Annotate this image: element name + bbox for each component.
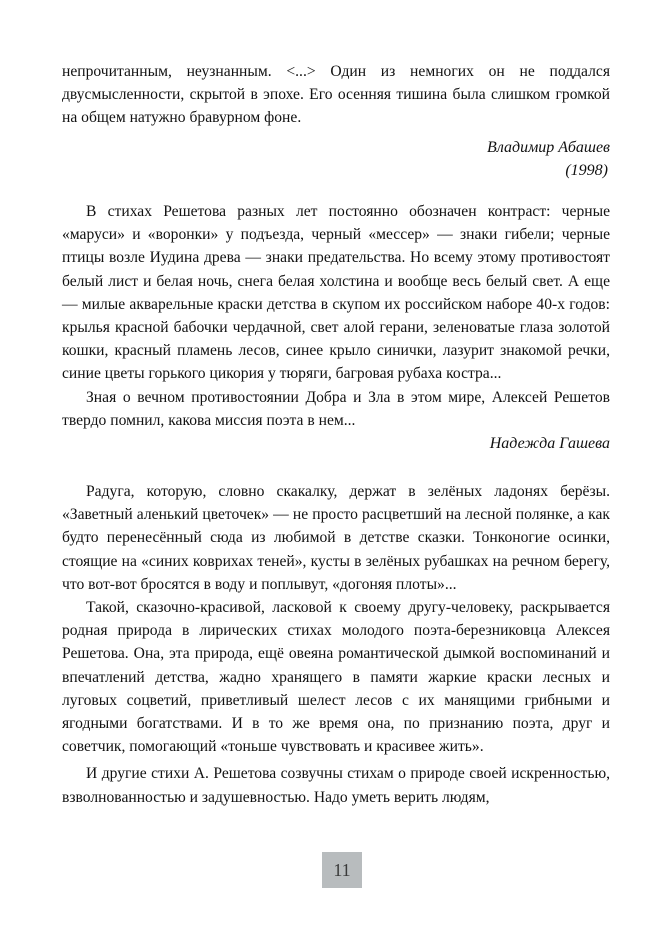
article-paragraph: И другие стихи А. Решетова созвучны стихам о природе своей искренностью, взволнованностью и задушевностью. Надо уметь верить людям, [62, 765, 610, 806]
quote-author: Владимир Абашев [487, 138, 610, 156]
quote-block-gasheva [62, 200, 610, 455]
quote-year: (1998) [565, 161, 608, 179]
quote-paragraph: непрочитанным, неузнанным. <...> Один из немногих он не поддался двусмысленности, скрытой в эпохе. Его осенняя тишина была слишком громкой на общем натужно бравурном фоне. [62, 63, 610, 127]
quote-block-abashev [62, 60, 610, 182]
article-paragraph: Радуга, которую, словно скакалку, держат в зелёных ладонях берёзы. «Заветный аленький цветочек» — не просто расцветший на лесной полянке, а как будто перенесённый сюда из любимой в детстве сказки. Тонконогие осинки, стоящие на «синих коврихах теней», кусты в зелёных рубашках на речном берегу, что вот-вот бросятся в воду и поплывут, «догоняя плоты»... [62, 483, 610, 593]
article-paragraph: Такой, сказочно-красивой, ласковой к своему другу-человеку, раскрывается родная природа в лирических стихах молодого поэта-березниковца Алексея Решетова. Она, эта природа, ещё овеяна романтической дымкой воспоминаний и впечатлений детства, жадно хранящего в памяти жаркие краски лесных и луговых соцветий, приветливый шелест лесов с их манящими грибными и ягодными богатствами. И в то же время она, по признанию поэта, друг и советчик, помогающий «тоньше чувствовать и красивее жить». [62, 599, 610, 756]
quote-author: Надежда Гашева [489, 435, 610, 453]
article-text [62, 480, 610, 809]
page-number: 11 [322, 852, 362, 888]
quote-paragraph: Зная о вечном противостоянии Добра и Зла в этом мире, Алексей Решетов твердо помнил, какова миссия поэта в нем... [62, 388, 610, 429]
quote-paragraph: В стихах Решетова разных лет постоянно обозначен контраст: черные «маруси» и «воронки» у подъезда, черный «мессер» — знаки гибели; черные птицы возле Иудина древа — знаки предательства. Но всему этому противостоят белый лист и белая ночь, снега белая холстина и вообще весь белый свет. А еще — милые акварельные краски детства в скупом их российском наборе 40-х годов: крылья красной бабочки чердачной, свет алой герани, зеленоватые глаза золотой кошки, красный пламень лесов, синее крыло синички, лазурит знакомой речки, синие цветы горького цикория у тюряги, багровая рубаха костра... [62, 203, 610, 383]
